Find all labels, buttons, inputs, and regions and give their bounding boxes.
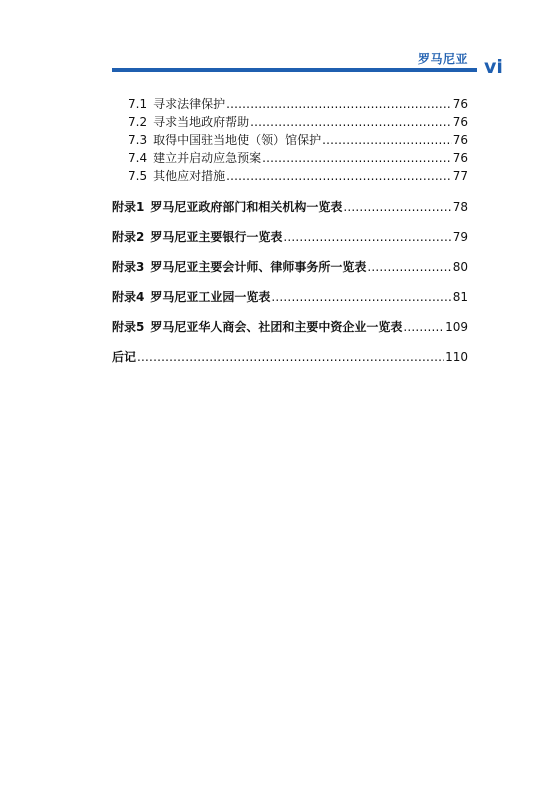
spacer xyxy=(112,216,468,228)
appendix-number: 附录2 xyxy=(112,230,145,244)
section-number: 7.2 xyxy=(128,115,148,129)
section-number: 7.4 xyxy=(128,151,148,165)
section-title: 寻求法律保护 xyxy=(153,97,226,111)
page-ref: 109 xyxy=(445,320,468,334)
toc-entry[interactable] xyxy=(112,131,468,149)
toc-entry[interactable] xyxy=(112,167,468,185)
toc-entry[interactable] xyxy=(112,149,468,167)
section-number: 7.5 xyxy=(128,169,148,183)
dot-leader xyxy=(322,131,452,149)
toc-appendix-entry[interactable] xyxy=(112,258,468,276)
page-ref: 78 xyxy=(452,200,468,214)
spacer xyxy=(112,246,468,258)
toc-appendix-entry[interactable] xyxy=(112,198,468,216)
dot-leader xyxy=(283,228,451,246)
toc-appendix-entry[interactable] xyxy=(112,318,468,336)
appendix-number: 附录4 xyxy=(112,290,145,304)
appendix-number: 附录3 xyxy=(112,260,145,274)
header-rule xyxy=(112,68,477,72)
toc-entry[interactable] xyxy=(112,113,468,131)
appendix-title: 罗马尼亚主要会计师、律师事务所一览表 xyxy=(150,260,367,274)
page-number: vi xyxy=(484,56,503,78)
appendix-number: 附录5 xyxy=(112,320,145,334)
spacer xyxy=(112,276,468,288)
page-ref: 80 xyxy=(452,260,468,274)
section-title: 建立并启动应急预案 xyxy=(153,151,262,165)
dot-leader xyxy=(271,288,451,306)
toc-appendix-entry[interactable] xyxy=(112,288,468,306)
dot-leader xyxy=(226,95,452,113)
page-ref: 76 xyxy=(452,133,468,147)
afterword-title: 后记 xyxy=(112,350,137,364)
toc-entry[interactable] xyxy=(112,95,468,113)
running-header-title: 罗马尼亚 xyxy=(418,52,469,66)
page-ref: 76 xyxy=(452,151,468,165)
appendix-title: 罗马尼亚政府部门和相关机构一览表 xyxy=(150,200,343,214)
dot-leader xyxy=(403,318,444,336)
dot-leader xyxy=(226,167,452,185)
page-ref: 81 xyxy=(452,290,468,304)
appendix-title: 罗马尼亚华人商会、社团和主要中资企业一览表 xyxy=(150,320,403,334)
dot-leader xyxy=(262,149,452,167)
appendix-title: 罗马尼亚工业园一览表 xyxy=(150,290,271,304)
dot-leader xyxy=(367,258,451,276)
section-number: 7.3 xyxy=(128,133,148,147)
section-number: 7.1 xyxy=(128,97,148,111)
spacer xyxy=(112,185,468,198)
dot-leader xyxy=(137,348,444,366)
dot-leader xyxy=(343,198,451,216)
section-title: 取得中国驻当地使（领）馆保护 xyxy=(153,133,322,147)
appendix-title: 罗马尼亚主要银行一览表 xyxy=(150,230,283,244)
toc-afterword-entry[interactable] xyxy=(112,348,468,366)
page-ref: 110 xyxy=(445,350,468,364)
spacer xyxy=(112,336,468,348)
page-ref: 76 xyxy=(452,97,468,111)
section-title: 其他应对措施 xyxy=(153,169,226,183)
spacer xyxy=(112,306,468,318)
dot-leader xyxy=(250,113,452,131)
table-of-contents xyxy=(112,95,468,366)
page-ref: 76 xyxy=(452,115,468,129)
toc-appendix-entry[interactable] xyxy=(112,228,468,246)
page-ref: 77 xyxy=(452,169,468,183)
page-ref: 79 xyxy=(452,230,468,244)
section-title: 寻求当地政府帮助 xyxy=(153,115,250,129)
appendix-number: 附录1 xyxy=(112,200,145,214)
